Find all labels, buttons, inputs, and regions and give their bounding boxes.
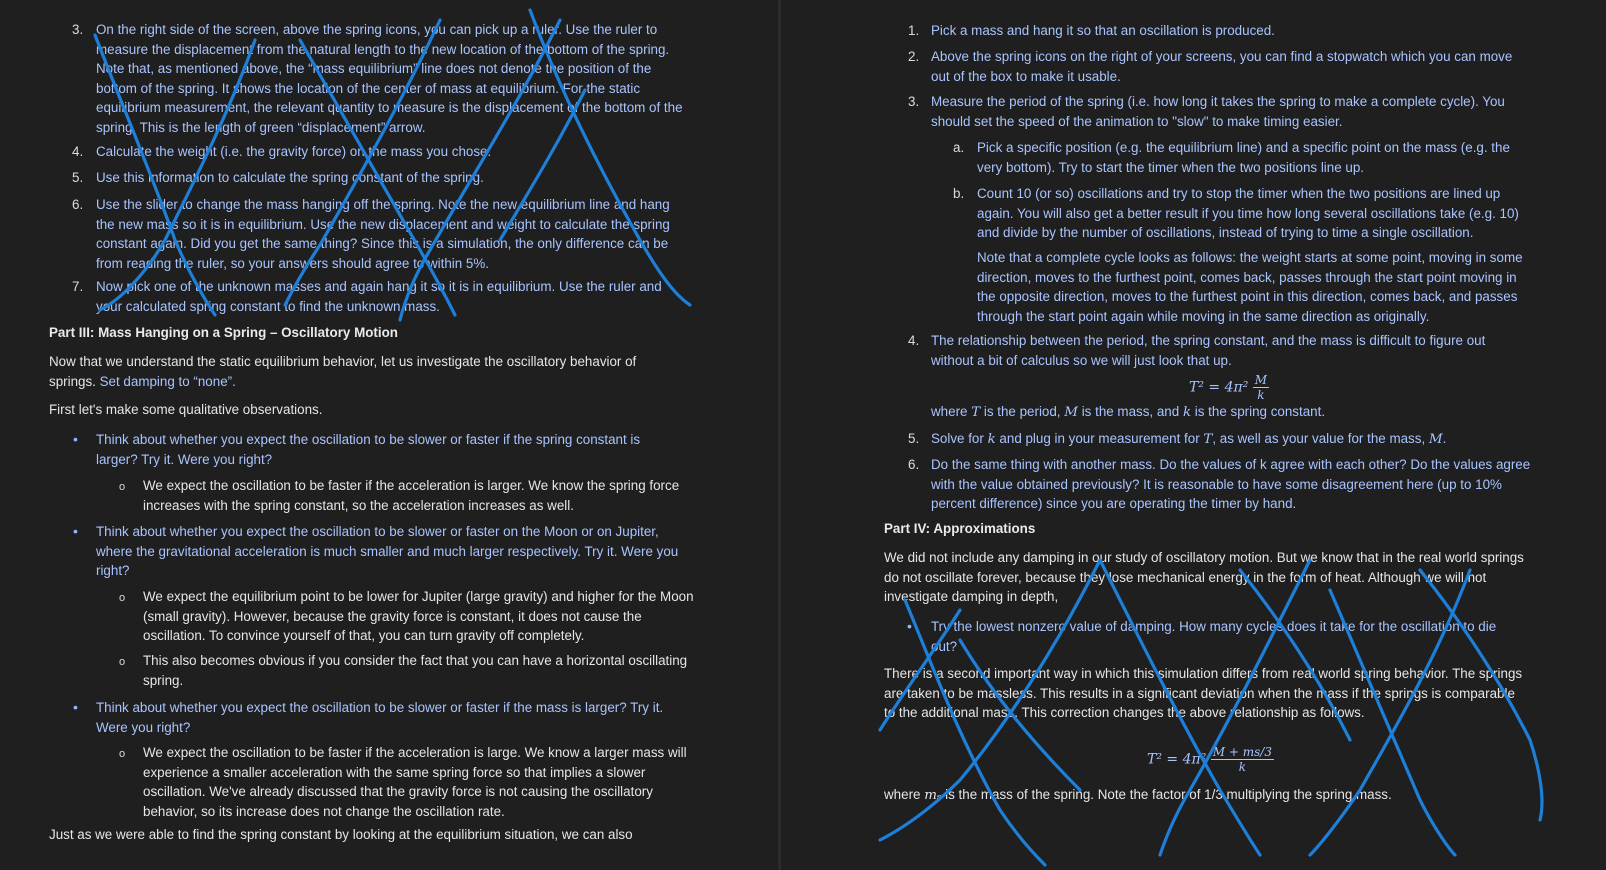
- part-4-paragraph-1: We did not include any damping in our study of oscillatory motion. But we know that in the real world springs do not oscillate forever, because they lose mechanical energy in the form of heat. Although we will not investigate damping in depth,: [884, 550, 1524, 604]
- period-equation: [1189, 373, 1269, 402]
- right-document-page: [781, 0, 1606, 870]
- corrected-equation-lhs: T² = 4π²: [1147, 751, 1207, 768]
- period-equation-denominator: k: [1257, 388, 1265, 402]
- item-3-number: 3.: [72, 22, 84, 37]
- bullet-2-sub-1-glyph: o: [119, 592, 126, 604]
- where-2-a: where: [884, 787, 925, 802]
- part-4-heading: Part IV: Approximations: [884, 521, 1036, 536]
- r-item-3-text: Measure the period of the spring (i.e. how long it takes the spring to make a complete cycle). You should set the speed of the animation to "slow" to make timing easier.: [931, 94, 1505, 129]
- where-2-ms: mₛ: [924, 788, 942, 803]
- part-4-paragraph-2: There is a second important way in which this simulation differs from real world spring behavior. The springs are taken to be massless. This results in a significant deviation when the mass if the springs is comparable to the additional mass. This correction changes the above relationship as follows.: [884, 666, 1523, 720]
- bullet-1-sub-glyph: o: [119, 481, 126, 493]
- period-equation-lhs: T² = 4π²: [1189, 379, 1249, 396]
- r-item-2-number: 2.: [908, 49, 920, 64]
- part-4-bullet-text: Try the lowest nonzero value of damping. How many cycles does it take for the oscillation to die out?: [931, 619, 1497, 654]
- where-1-a: where: [931, 404, 972, 419]
- r5-b: and plug in your measurement for: [995, 431, 1204, 446]
- corrected-equation-denominator: k: [1238, 760, 1246, 774]
- where-1-d: is the spring constant.: [1191, 404, 1326, 419]
- set-damping-instruction: Set damping to “none”.: [99, 373, 236, 389]
- part-3-intro: [49, 352, 669, 391]
- bullet-2-sub-2-glyph: o: [119, 656, 126, 668]
- item-6-number: 6.: [72, 197, 84, 212]
- bullet-3-text: Think about whether you expect the oscillation to be slower or faster if the mass is larger? Try it. Were you right?: [96, 700, 664, 735]
- item-7-text: Now pick one of the unknown masses and again hang it so it is in equilibrium. Use the ruler and your calculated spring constant to find the unknown mass.: [96, 279, 662, 314]
- r-item-3b-letter: b.: [953, 186, 965, 201]
- corrected-equation-fraction: [1211, 745, 1274, 774]
- corrected-equation-numerator: M + ms/3: [1212, 745, 1272, 759]
- part-3-intro-text: Now that we understand the static equilibrium behavior, let us investigate the oscillatory behavior of springs.: [49, 354, 637, 389]
- item-4-text: Calculate the weight (i.e. the gravity force) on the mass you chose.: [96, 144, 492, 159]
- r-item-2-text: Above the spring icons on the right of your screens, you can find a stopwatch which you can move out of the box to make it usable.: [931, 49, 1513, 84]
- r-item-6-text: Do the same thing with another mass. Do the values of k agree with each other? Do the values agree with the value obtained previously? It is reasonable to have some disagreement here (up to 10% percent difference) since you are operating the timer by hand.: [931, 457, 1531, 511]
- r5-T: T: [1203, 432, 1213, 447]
- where-1-b: is the period,: [980, 404, 1065, 419]
- r-item-5-number: 5.: [908, 431, 920, 446]
- item-5-text: Use this information to calculate the spring constant of the spring.: [96, 170, 484, 185]
- corrected-period-equation: [1147, 745, 1274, 774]
- r-item-3-number: 3.: [908, 94, 920, 109]
- bullet-2-sub-2-text: This also becomes obvious if you consider the fact that you can have a horizontal oscillating spring.: [143, 653, 688, 688]
- r-where-1: [931, 402, 1531, 423]
- where-1-k: k: [1182, 405, 1192, 420]
- bullet-3-sub-text: We expect the oscillation to be faster if the acceleration is large. We know a larger mass will experience a smaller acceleration with the same spring force so that implies a slower oscillation. We've already discussed that the gravity force is not causing the oscillatory behavior, so its increase does not change the oscillation rate.: [143, 745, 687, 819]
- r5-c: , as well as your value for the mass,: [1212, 431, 1429, 446]
- period-equation-fraction: [1253, 373, 1269, 402]
- last-paragraph: Just as we were able to find the spring constant by looking at the equilibrium situation, we can also: [49, 827, 633, 842]
- r-item-6-number: 6.: [908, 457, 920, 472]
- part-3-heading: Part III: Mass Hanging on a Spring – Oscillatory Motion: [49, 325, 398, 340]
- bullet-3-sub-glyph: o: [119, 748, 126, 760]
- where-1-M: M: [1064, 405, 1078, 420]
- left-document-page: [0, 0, 778, 870]
- item-3-text: On the right side of the screen, above the spring icons, you can pick up a ruler. Use the ruler to measure the displacement from the natural length to the new location of the bottom of the spring. Note that, as mentioned above, the “mass equilibrium” line does not denote the position of the bottom of the spring. It shows the location of the center of mass at equilibrium. For the static equilibrium measurement, the relevant quantity to measure is the displacement of the bottom of the spring. This is the length of green “displacement” arrow.: [96, 22, 683, 135]
- where-1-T: T: [971, 405, 981, 420]
- r5-d: .: [1442, 431, 1447, 446]
- r-item-3a-text: Pick a specific position (e.g. the equilibrium line) and a specific point on the mass (e.g. the very bottom). Try to start the timer when the two positions line up.: [977, 140, 1510, 175]
- r-item-4-text: The relationship between the period, the spring constant, and the mass is difficult to figure out without a bit of calculus so we will just look that up.: [931, 333, 1486, 368]
- bullet-2-glyph: •: [73, 523, 78, 539]
- item-5-number: 5.: [72, 170, 84, 185]
- period-equation-numerator: M: [1254, 373, 1268, 387]
- qualitative-intro: First let's make some qualitative observations.: [49, 402, 323, 417]
- bullet-3-glyph: •: [73, 699, 78, 715]
- item-4-number: 4.: [72, 144, 84, 159]
- r-where-2: [884, 785, 1524, 806]
- r5-M: M: [1428, 432, 1443, 447]
- where-2-b: is the mass of the spring. Note the factor of 1/3 multiplying the spring mass.: [941, 787, 1392, 802]
- bullet-1-glyph: •: [73, 431, 78, 447]
- r-item-1-text: Pick a mass and hang it so that an oscillation is produced.: [931, 23, 1275, 38]
- part-4-bullet-glyph: •: [907, 618, 912, 634]
- r-cycle-note: Note that a complete cycle looks as follows: the weight starts at some point, moving in some direction, moves to the furthest point, comes back, passes through the start point moving in the opposite direction, moves to the furthest point in this direction, comes back, and passes through the start point again while moving in the same direction as originally.: [977, 250, 1523, 324]
- item-6-text: Use the slider to change the mass hanging off the spring. Note the new equilibrium line and hang the new mass so it is in equilibrium. Use the new displacement and weight to calculate the spring constant again. Did you get the same thing? Since this is a simulation, the only difference can be from reading the ruler, so your answers should agree to within 5%.: [96, 197, 670, 271]
- r-item-3b-text: Count 10 (or so) oscillations and try to stop the timer when the two positions are lined up again. You will also get a better result if you time how long several oscillations take (e.g. 10) and divide by the number of oscillations, instead of trying to time a single oscillation.: [977, 186, 1519, 240]
- bullet-1-text: Think about whether you expect the oscillation to be slower or faster if the spring constant is larger? Try it. Were you right?: [96, 432, 641, 467]
- r-item-4-number: 4.: [908, 333, 920, 348]
- r5-a: Solve for: [931, 431, 988, 446]
- bullet-1-sub-text: We expect the oscillation to be faster if the acceleration is larger. We know the spring force increases with the spring constant, so the acceleration increases as well.: [143, 478, 680, 513]
- r5-k: k: [987, 432, 996, 447]
- r-item-1-number: 1.: [908, 23, 920, 38]
- item-7-number: 7.: [72, 279, 84, 294]
- where-1-c: is the mass, and: [1077, 404, 1183, 419]
- r-item-3a-letter: a.: [953, 140, 965, 155]
- r-item-5-text: [931, 429, 1531, 450]
- bullet-2-sub-1-text: We expect the equilibrium point to be lower for Jupiter (large gravity) and higher for the Moon (small gravity). However, because the gravity force is constant, it does not cause the oscillation. To convince yourself of that, you can turn gravity off completely.: [143, 589, 694, 643]
- bullet-2-text: Think about whether you expect the oscillation to be slower or faster on the Moon or on Jupiter, where the gravitational acceleration is much smaller and much larger respectively. Try it. Were you right?: [96, 524, 679, 578]
